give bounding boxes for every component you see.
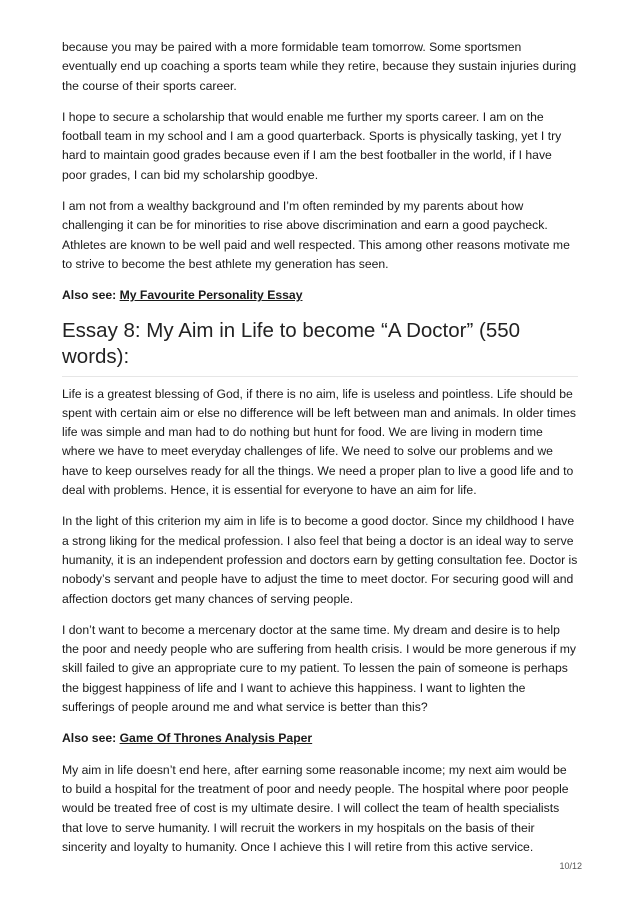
- also-see-prefix: Also see:: [62, 288, 120, 303]
- document-page: [62, 38, 578, 869]
- paragraph: I hope to secure a scholarship that would enable me further my sports career. I am on the football team in my school and I am a good quarterback. Sports is physically tasking, yet I try hard to maintain good grades because even if I am the best footballer in the world, if I have poor grades, I can bid my scholarship goodbye.: [62, 109, 562, 182]
- paragraph: I don’t want to become a mercenary doctor at the same time. My dream and desire is to help the poor and needy people who are suffering from health crisis. I would be more generous if my skill failed to give an appropriate cure to my patient. To lessen the pain of someone is perhaps the biggest happiness of life and I want to achieve this happiness. I want to lighten the sufferings of people around me and what service is better than this?: [62, 622, 576, 715]
- also-see-1: [62, 286, 578, 305]
- paragraph: I am not from a wealthy background and I’m often reminded by my parents about how challenging it can be for minorities to rise above discrimination and earn a good paycheck. Athletes are known to be well paid and well respected. This among other reasons motivate me to strive to become the best athlete my generation has seen.: [62, 199, 570, 271]
- also-see-2: [62, 729, 578, 748]
- also-see-prefix: Also see:: [62, 731, 120, 746]
- paragraph: because you may be paired with a more formidable team tomorrow. Some sportsmen eventually end up coaching a sports team while they retire, because they sustain injuries during the course of their sports career.: [62, 40, 577, 93]
- also-see-link-game-of-thrones[interactable]: Game Of Thrones Analysis Paper: [119, 731, 313, 746]
- page-number: 10/12: [559, 861, 582, 871]
- paragraph: My aim in life doesn’t end here, after earning some reasonable income; my next aim would be to build a hospital for the treatment of poor and needy people. The hospital where poor people would be treated free of cost is my ultimate desire. I will collect the team of health specialists that love to serve humanity. I will recruit the workers in my hospitals on the basis of their sincerity and loyalty to humanity. Once I achieve this I will retire from this active service.: [62, 762, 569, 854]
- paragraph: In the light of this criterion my aim in life is to become a good doctor. Since my childhood I have a strong liking for the medical profession. I also feel that being a doctor is an ideal way to serve humanity, it is an independent profession and doctors earn by getting consultation fee. Doctor is nobody’s servant and people have to adjust the time to meet doctor. For securing good will and affection doctors get many chances of serving people.: [62, 514, 578, 606]
- also-see-link-favourite-personality[interactable]: My Favourite Personality Essay: [119, 288, 303, 303]
- paragraph: Life is a greatest blessing of God, if there is no aim, life is useless and pointless. Life should be spent with certain aim or else no difference will be left between man and animals. In older times life was simple and man had to do nothing but hunt for food. We are living in modern time where we have to meet everyday challenges of life. We need to solve our problems and we have to keep ourselves ready for all the things. We need a proper plan to live a good life and to deal with problems. Hence, it is essential for everyone to have an aim for life.: [62, 386, 576, 498]
- essay-heading: Essay 8: My Aim in Life to become “A Doctor” (550 words):: [62, 318, 578, 377]
